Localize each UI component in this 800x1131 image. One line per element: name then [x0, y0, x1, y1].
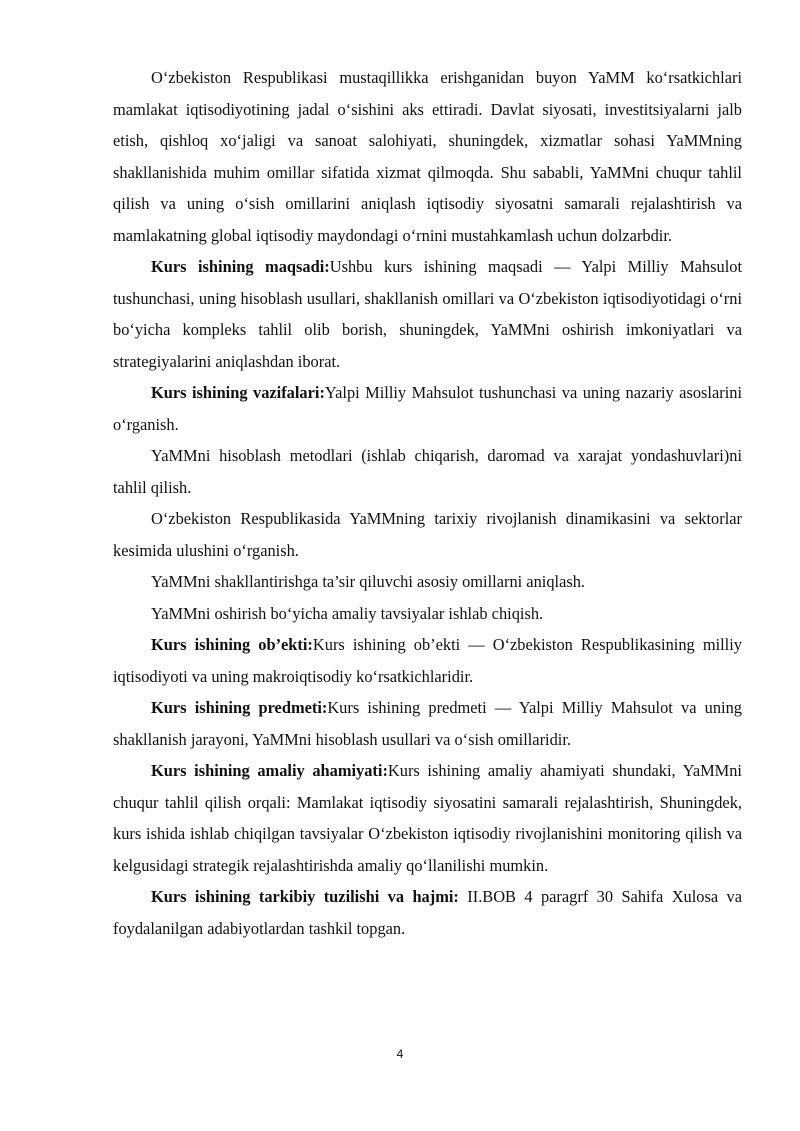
paragraph-text: II.BOB 4 paragrf 30 Sahifa Xulosa va foydalanilgan adabiyotlardan tashkil topgan.: [113, 887, 742, 938]
paragraph-task-factors: [113, 566, 742, 598]
paragraph-text: Yalpi Milliy Mahsulot tushunchasi va uning nazariy asoslarini o‘rganish.: [113, 383, 742, 434]
paragraph-predmeti: [113, 692, 742, 755]
paragraph-text: Ushbu kurs ishining maqsadi — Yalpi Milliy Mahsulot tushunchasi, uning hisoblash usullari, shakllanish omillari va O‘zbekiston iqtisodiyotidagi o‘rni bo‘yicha kompleks tahlil olib borish, shuningdek, YaMMni oshirish imkoniyatlari va strategiyalarini aniqlashdan iborat.: [113, 257, 743, 371]
paragraph-task-recommendations: [113, 598, 742, 630]
paragraph-task-methods: [113, 440, 742, 503]
paragraph-task-history: [113, 503, 742, 566]
paragraph-text: YaMMni oshirish bo‘yicha amaliy tavsiyalar ishlab chiqish.: [151, 603, 544, 623]
paragraph-text: Kurs ishining predmeti — Yalpi Milliy Mahsulot va uning shakllanish jarayoni, YaMMni hisoblash usullari va o‘sish omillaridir.: [113, 698, 742, 749]
paragraph-heading: Kurs ishining amaliy ahamiyati:: [151, 761, 388, 780]
paragraph-text: YaMMni hisoblash metodlari (ishlab chiqarish, daromad va xarajat yondashuvlari)ni tahlil qilish.: [113, 446, 742, 497]
paragraph-text: YaMMni shakllantirishga ta’sir qiluvchi asosiy omillarni aniqlash.: [151, 572, 586, 591]
document-page: [113, 62, 742, 944]
paragraph-intro: [113, 62, 742, 251]
paragraph-tarkibiy-tuzilishi: [113, 881, 742, 944]
paragraph-heading: Kurs ishining ob’ekti:: [151, 635, 313, 654]
paragraph-amaliy-ahamiyati: [113, 755, 742, 881]
paragraph-text: O‘zbekiston Respublikasida YaMMning tarixiy rivojlanish dinamikasini va sektorlar kesimida ulushini o‘rganish.: [113, 509, 742, 560]
paragraph-obekti: [113, 629, 742, 692]
paragraph-text: O‘zbekiston Respublikasi mustaqillikka erishganidan buyon YaMM ko‘rsatkichlari mamlakat iqtisodiyotining jadal o‘sishini aks ettiradi. Davlat siyosati, investitsiyalarni jalb etish, qishloq xo‘jaligi va sanoat salohiyati, shuningdek, xizmatlar sohasi YaMMning shakllanishida muhim omillar sifatida xizmat qilmoqda. Shu sababli, YaMMni chuqur tahlil qilish va uning o‘sish omillarini aniqlash iqtisodiy siyosatni samarali rejalashtirish va mamlakatning global iqtisodiy maydondagi o‘rnini mustahkamlash uchun dolzarbdir.: [113, 68, 742, 245]
paragraph-heading: Kurs ishining vazifalari:: [151, 383, 325, 402]
paragraph-vazifalari: [113, 377, 742, 440]
paragraph-heading: Kurs ishining predmeti:: [151, 698, 328, 717]
paragraph-heading: Kurs ishining tarkibiy tuzilishi va hajmi:: [151, 887, 459, 906]
paragraph-text: Kurs ishining amaliy ahamiyati shundaki, YaMMni chuqur tahlil qilish orqali: Mamlakat iqtisodiy siyosatini samarali rejalashtirish, Shuningdek, kurs ishida ishlab chiqilgan tavsiyalar O‘zbekiston iqtisodiy rivojlanishini monitoring qilish va kelgusidagi strategik rejalashtirishda amaliy qo‘llanilishi mumkin.: [113, 761, 742, 875]
page-number: 4: [396, 1047, 404, 1061]
paragraph-maqsadi: [113, 251, 742, 377]
paragraph-text: Kurs ishining ob’ekti — O‘zbekiston Respublikasining milliy iqtisodiyoti va uning makroiqtisodiy ko‘rsatkichlaridir.: [113, 635, 742, 686]
paragraph-heading: Kurs ishining maqsadi:: [151, 257, 330, 276]
